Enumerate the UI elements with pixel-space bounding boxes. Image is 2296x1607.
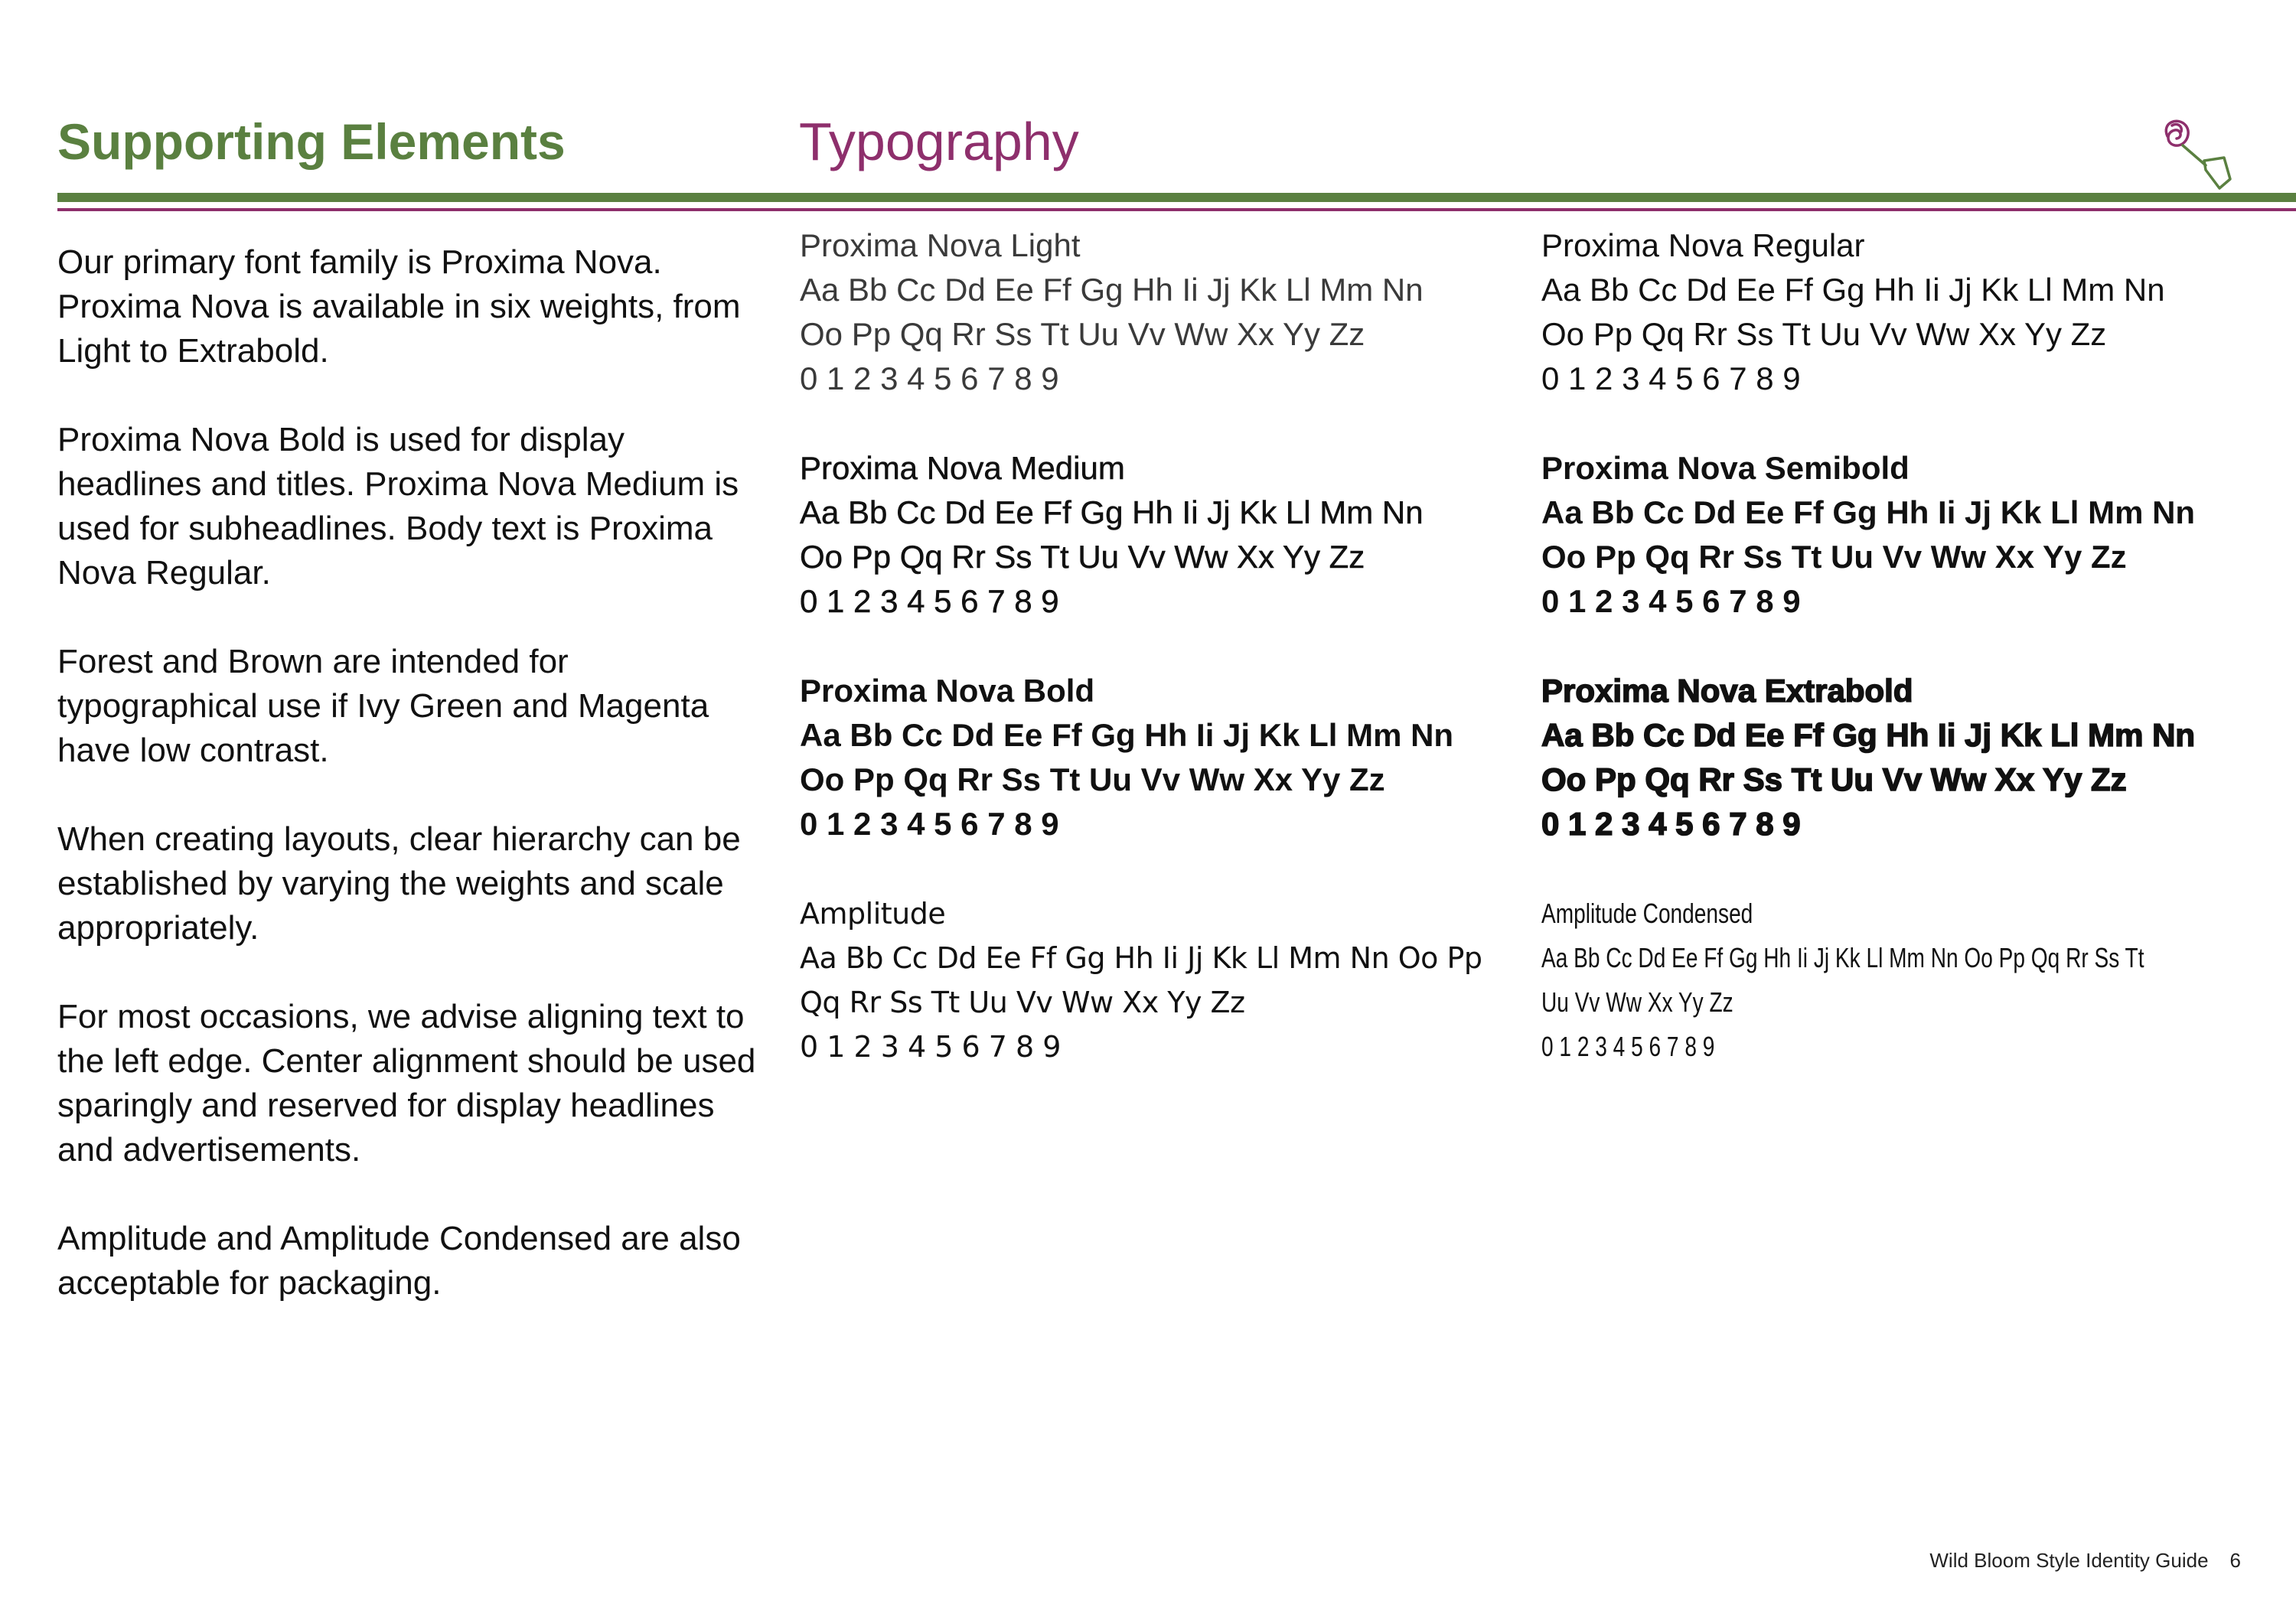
specimen-line: Oo Pp Qq Rr Ss Tt Uu Vv Ww Xx Yy Zz: [1541, 539, 2127, 575]
specimen-heading: Proxima Nova Regular: [1541, 227, 1865, 263]
specimen-line: Aa Bb Cc Dd Ee Ff Gg Hh Ii Jj Kk Ll Mm Nn: [1541, 272, 2165, 308]
page-footer: [1929, 1549, 2241, 1573]
intro-paragraph: When creating layouts, clear hierarchy can be established by varying the weights and scale appropriately.: [57, 820, 741, 947]
page-title: Typography: [799, 112, 1079, 171]
specimen-amplitude-condensed: [1541, 892, 2144, 1069]
specimen-line: Oo Pp Qq Rr Ss Tt Uu Vv Ww Xx Yy Zz: [1541, 316, 2107, 352]
specimen-line: 0 1 2 3 4 5 6 7 8 9: [800, 360, 1059, 396]
specimen-line: Aa Bb Cc Dd Ee Ff Gg Hh Ii Jj Kk Ll Mm Nn: [800, 272, 1424, 308]
specimen-heading: Proxima Nova Bold: [800, 673, 1095, 709]
intro-paragraph: Forest and Brown are intended for typographical use if Ivy Green and Magenta have low contrast.: [57, 643, 709, 769]
specimen-heading: Proxima Nova Medium: [800, 450, 1125, 486]
specimen-heading: Amplitude Condensed: [1541, 898, 1753, 929]
specimen-line: 0 1 2 3 4 5 6 7 8 9: [800, 583, 1059, 619]
specimen-line: Uu Vv Ww Xx Yy Zz: [1541, 986, 1733, 1018]
intro-text: [57, 240, 769, 1350]
intro-paragraph: Our primary font family is Proxima Nova. Proxima Nova is available in six weights, from Light to Extrabold.: [57, 243, 741, 370]
header-rule-green: [57, 193, 2296, 202]
specimen-proxima-nova-extrabold: [1541, 669, 2276, 846]
intro-paragraph: For most occasions, we advise aligning text to the left edge. Center alignment should be used sparingly and reserved for display headlines and advertisements.: [57, 998, 756, 1169]
specimen-proxima-nova-light: [800, 223, 1534, 401]
specimen-heading: Proxima Nova Semibold: [1541, 450, 1910, 486]
specimen-proxima-nova-medium: [800, 446, 1534, 624]
intro-paragraph: Amplitude and Amplitude Condensed are also acceptable for packaging.: [57, 1220, 741, 1302]
specimen-line: 0 1 2 3 4 5 6 7 8 9: [800, 806, 1059, 842]
specimen-line: Aa Bb Cc Dd Ee Ff Gg Hh Ii Jj Kk Ll Mm Nn: [800, 717, 1454, 753]
rose-bloom-icon: [2157, 115, 2236, 191]
specimen-line: Oo Pp Qq Rr Ss Tt Uu Vv Ww Xx Yy Zz: [800, 761, 1385, 797]
specimen-line: 0 1 2 3 4 5 6 7 8 9: [1541, 360, 1801, 396]
specimen-line: 0 1 2 3 4 5 6 7 8 9: [1541, 806, 1801, 842]
specimen-proxima-nova-regular: [1541, 223, 2276, 401]
specimen-line: Aa Bb Cc Dd Ee Ff Gg Hh Ii Jj Kk Ll Mm Nn Oo Pp: [800, 941, 1482, 975]
specimen-line: Oo Pp Qq Rr Ss Tt Uu Vv Ww Xx Yy Zz: [800, 316, 1365, 352]
section-title: Supporting Elements: [57, 113, 566, 170]
specimen-heading: Proxima Nova Extrabold: [1541, 673, 1913, 709]
specimen-line: Aa Bb Cc Dd Ee Ff Gg Hh Ii Jj Kk Ll Mm Nn: [800, 494, 1424, 530]
specimen-line: 0 1 2 3 4 5 6 7 8 9: [1541, 583, 1801, 619]
specimen-line: Aa Bb Cc Dd Ee Ff Gg Hh Ii Jj Kk Ll Mm Nn: [1541, 717, 2196, 753]
header-rule-magenta: [57, 208, 2296, 211]
specimen-line: Oo Pp Qq Rr Ss Tt Uu Vv Ww Xx Yy Zz: [800, 539, 1365, 575]
specimen-line: 0 1 2 3 4 5 6 7 8 9: [800, 1030, 1061, 1064]
guide-title: Wild Bloom Style Identity Guide: [1929, 1549, 2209, 1572]
specimen-heading: Proxima Nova Light: [800, 227, 1081, 263]
specimen-line: 0 1 2 3 4 5 6 7 8 9: [1541, 1031, 1715, 1062]
page-number: 6: [2229, 1549, 2241, 1572]
specimen-line: Qq Rr Ss Tt Uu Vv Ww Xx Yy Zz: [800, 986, 1245, 1019]
specimen-proxima-nova-bold: [800, 669, 1534, 846]
specimen-heading: Amplitude: [800, 897, 946, 931]
specimen-proxima-nova-semibold: [1541, 446, 2276, 624]
specimen-line: Oo Pp Qq Rr Ss Tt Uu Vv Ww Xx Yy Zz: [1541, 761, 2127, 797]
specimen-line: Aa Bb Cc Dd Ee Ff Gg Hh Ii Jj Kk Ll Mm Nn Oo Pp Qq Rr Ss Tt: [1541, 942, 2144, 973]
specimen-amplitude: [800, 892, 1534, 1069]
intro-paragraph: Proxima Nova Bold is used for display headlines and titles. Proxima Nova Medium is used for subheadlines. Body text is Proxima Nova Regular.: [57, 421, 739, 592]
specimen-line: Aa Bb Cc Dd Ee Ff Gg Hh Ii Jj Kk Ll Mm Nn: [1541, 494, 2196, 530]
